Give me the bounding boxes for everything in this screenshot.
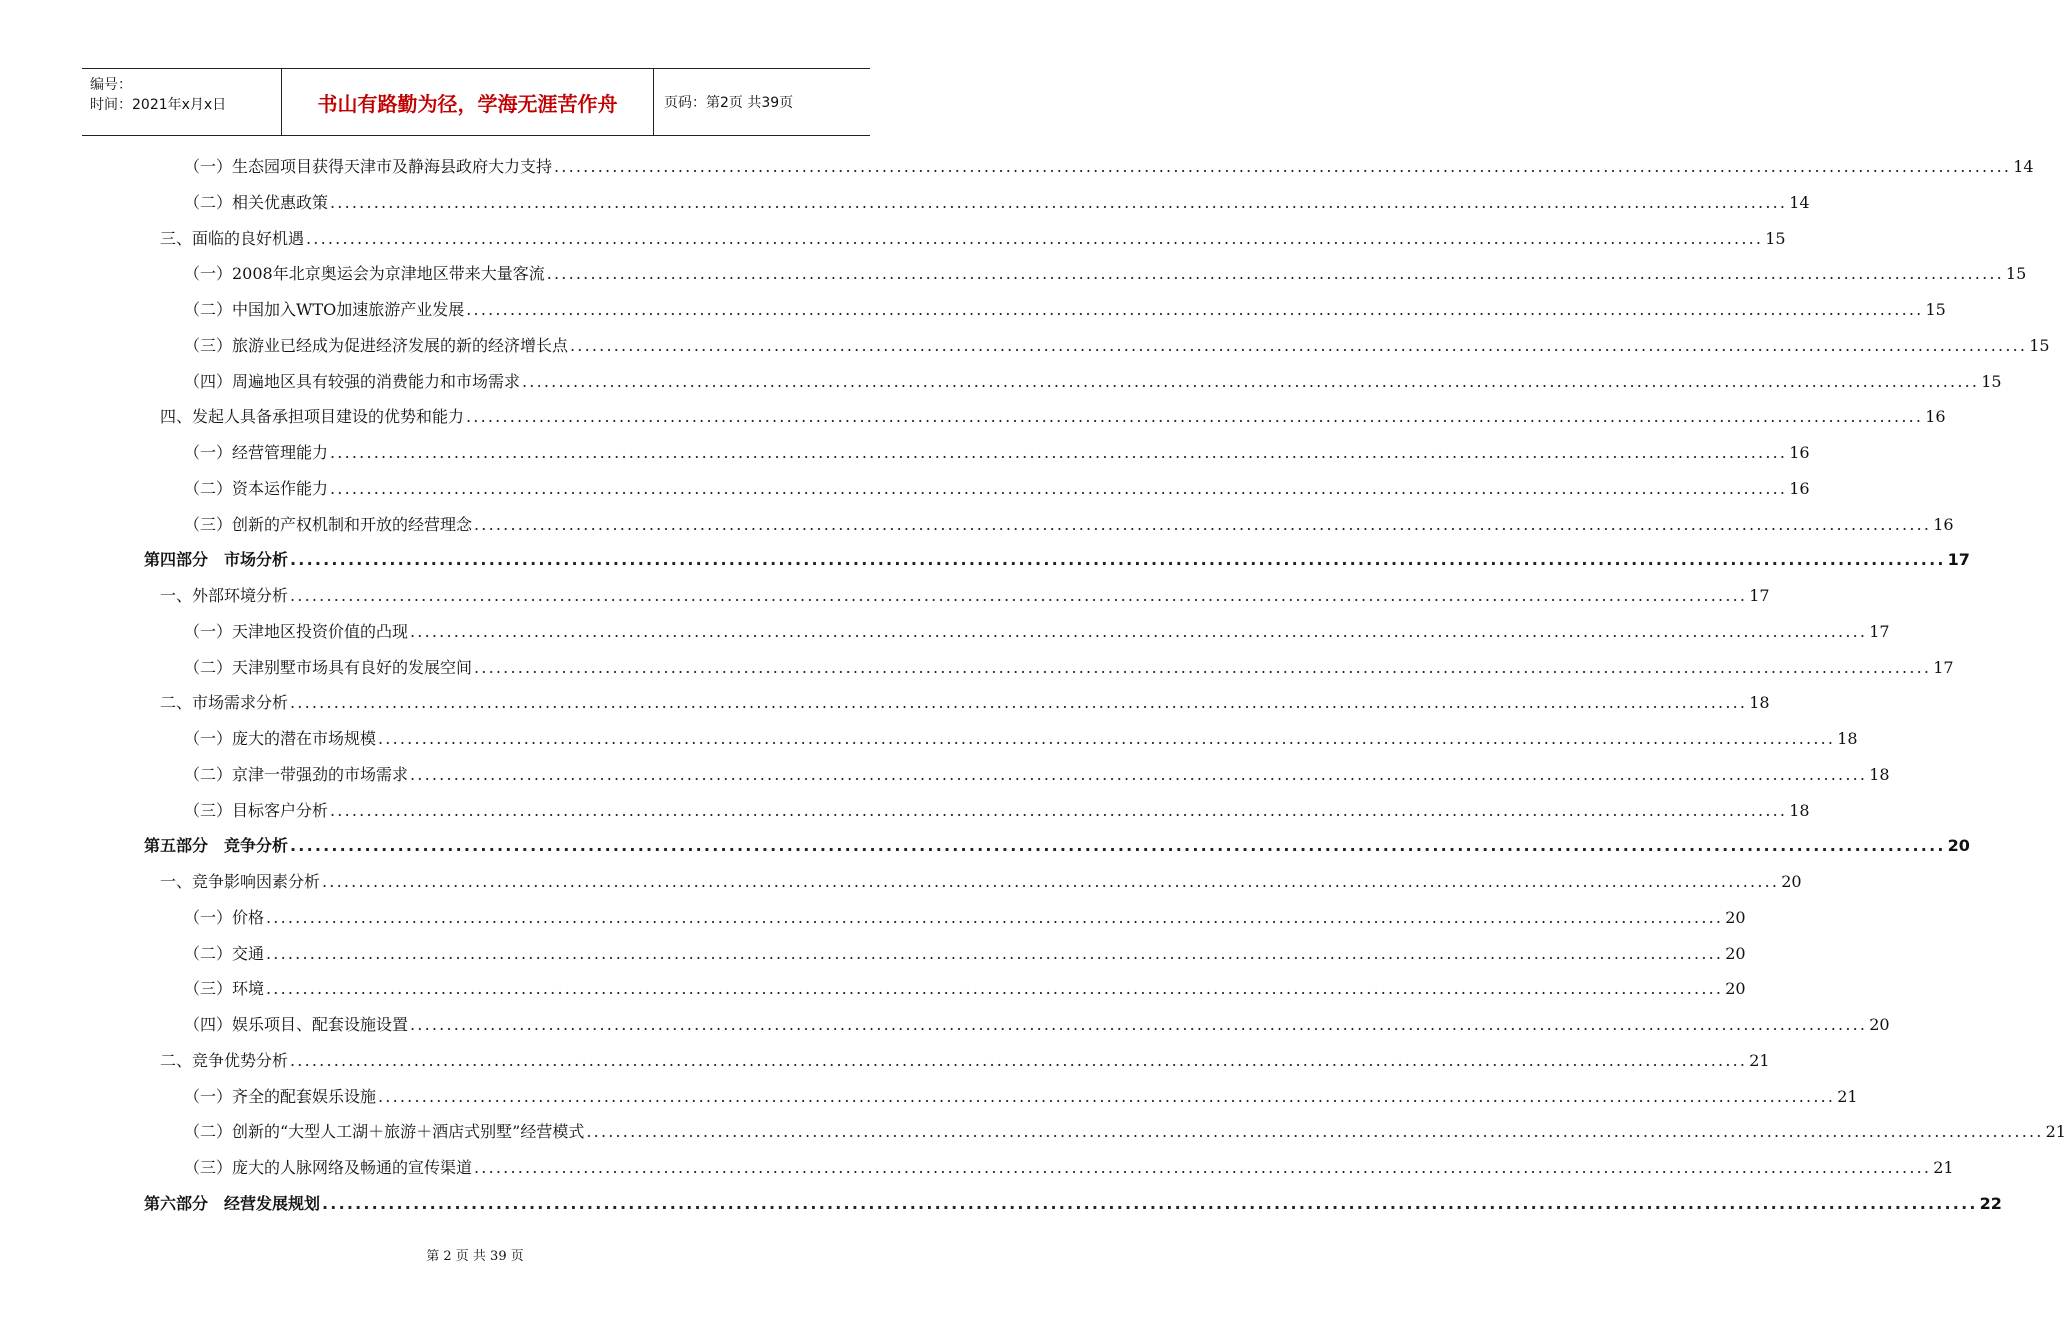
toc-entry-page: 15 (1981, 371, 2002, 391)
toc-entry-title: （一）2008年北京奥运会为京津地区带来大量客流 (184, 264, 545, 284)
toc-entry-title: 四、发起人具备承担项目建设的优势和能力 (160, 407, 465, 427)
toc-entry-title: （三）旅游业已经成为促进经济发展的新的经济增长点 (184, 335, 569, 355)
toc-leader-dots: ........................................................................................................................................................................................................ (522, 371, 1980, 391)
toc-entry-title: （二）京津一带强劲的市场需求 (184, 764, 409, 784)
toc-entry-page: 20 (1725, 907, 1746, 927)
toc-leader-dots: ........................................................................................................................................................................................................ (466, 300, 1924, 319)
toc-entry-title: （一）价格 (184, 907, 265, 927)
toc-leader-dots: ........................................................................................................................................................................................................ (410, 1015, 1868, 1034)
toc-entry[interactable] (184, 976, 1746, 1006)
header-slogan: 书山有路勤为径，学海无涯苦作舟 (282, 69, 654, 135)
toc-leader-dots: ........................................................................................................................................................................................................ (330, 443, 1788, 462)
toc-entry[interactable] (184, 476, 1810, 506)
toc-entry[interactable] (184, 369, 2002, 399)
toc-leader-dots: ........................................................................................................................................................................................................ (378, 729, 1836, 748)
toc-leader-dots: ........................................................................................................................................................................................................ (474, 657, 1932, 677)
toc-entry[interactable] (184, 261, 2027, 291)
toc-leader-dots: ........................................................................................................................................................................................................ (290, 693, 1748, 713)
toc-leader-dots: ........................................................................................................................................................................................................ (290, 550, 1946, 570)
toc-entry-title: 第四部分 市场分析 (144, 550, 289, 570)
toc-entry-page: 16 (1933, 514, 1954, 534)
toc-entry-title: 二、市场需求分析 (160, 693, 289, 713)
toc-entry[interactable] (184, 440, 1810, 470)
toc-entry[interactable] (184, 726, 1858, 756)
toc-entry[interactable] (184, 655, 1954, 685)
toc-leader-dots: ........................................................................................................................................................................................................ (290, 1050, 1748, 1070)
toc-entry[interactable] (184, 1084, 1858, 1114)
header-time-label: 时间：2021年x月x日 (90, 97, 227, 113)
toc-leader-dots: ........................................................................................................................................................................................................ (322, 1193, 1978, 1213)
toc-entry[interactable] (184, 512, 1954, 542)
header-page-info: 页码：第2页 共39页 (664, 95, 794, 111)
toc-entry-title: （三）创新的产权机制和开放的经营理念 (184, 514, 473, 534)
toc-entry-title: 三、面临的良好机遇 (160, 228, 305, 248)
toc-entry[interactable] (160, 690, 1770, 720)
toc-entry-page: 15 (1925, 300, 1946, 319)
toc-entry-page: 20 (1781, 872, 1802, 891)
toc-entry[interactable] (184, 619, 1890, 649)
toc-entry[interactable] (184, 762, 1890, 792)
toc-entry-title: （二）资本运作能力 (184, 478, 329, 498)
toc-leader-dots: ........................................................................................................................................................................................................ (330, 800, 1788, 820)
toc-entry-title: （二）创新的“大型人工湖＋旅游＋酒店式别墅”经营模式 (184, 1122, 585, 1142)
toc-leader-dots: ........................................................................................................................................................................................................ (290, 586, 1748, 605)
toc-leader-dots: ........................................................................................................................................................................................................ (306, 228, 1764, 248)
toc-leader-dots: ........................................................................................................................................................................................................ (474, 1158, 1932, 1177)
toc-entry[interactable] (184, 1012, 1890, 1042)
toc-entry[interactable] (160, 1048, 1770, 1078)
toc-entry-page: 20 (1869, 1015, 1890, 1034)
toc-leader-dots: ........................................................................................................................................................................................................ (410, 764, 1868, 784)
toc-entry-title: 一、外部环境分析 (160, 586, 289, 605)
toc-entry[interactable] (160, 226, 1786, 256)
toc-leader-dots: ........................................................................................................................................................................................................ (322, 872, 1780, 891)
toc-leader-dots: ........................................................................................................................................................................................................ (554, 157, 2012, 176)
toc-entry-page: 20 (1725, 979, 1746, 999)
toc-entry-page: 14 (1789, 192, 1810, 212)
toc-leader-dots: ........................................................................................................................................................................................................ (378, 1086, 1836, 1106)
toc-entry-title: （四）娱乐项目、配套设施设置 (184, 1015, 409, 1034)
toc-entry-title: （三）目标客户分析 (184, 800, 329, 820)
toc-leader-dots: ........................................................................................................................................................................................................ (466, 407, 1924, 427)
toc-entry-page: 18 (1869, 764, 1890, 784)
toc-entry[interactable] (160, 869, 1802, 899)
toc-entry[interactable] (160, 404, 1946, 434)
toc-entry[interactable] (144, 833, 1970, 863)
toc-entry-title: （一）天津地区投资价值的凸现 (184, 621, 409, 641)
toc-entry[interactable] (144, 547, 1970, 577)
toc-entry-page: 17 (1869, 621, 1890, 641)
toc-leader-dots: ........................................................................................................................................................................................................ (410, 621, 1868, 641)
toc-entry-page: 15 (2029, 335, 2050, 355)
toc-entry-title: （一）生态园项目获得天津市及静海县政府大力支持 (184, 157, 553, 176)
toc-entry-page: 17 (1749, 586, 1770, 605)
page-header (82, 68, 870, 136)
toc-entry[interactable] (184, 154, 2034, 184)
toc-entry-page: 16 (1789, 443, 1810, 462)
toc-entry-page: 17 (1947, 550, 1970, 570)
toc-entry-title: 二、竞争优势分析 (160, 1050, 289, 1070)
toc-entry-title: （三）庞大的人脉网络及畅通的宣传渠道 (184, 1158, 473, 1177)
toc-entry-title: 一、竞争影响因素分析 (160, 872, 321, 891)
toc-entry-title: （一）齐全的配套娱乐设施 (184, 1086, 377, 1106)
header-meta (82, 69, 282, 135)
toc-entry-page: 21 (1933, 1158, 1954, 1177)
toc-entry-page: 18 (1749, 693, 1770, 713)
toc-leader-dots: ........................................................................................................................................................................................................ (570, 335, 2028, 355)
toc-leader-dots: ........................................................................................................................................................................................................ (586, 1122, 2044, 1142)
toc-entry-page: 20 (1725, 943, 1746, 963)
toc-leader-dots: ........................................................................................................................................................................................................ (266, 907, 1724, 927)
toc-entry[interactable] (184, 905, 1746, 935)
toc-entry[interactable] (160, 583, 1770, 613)
toc-entry-page: 16 (1925, 407, 1946, 427)
toc-entry-page: 17 (1933, 657, 1954, 677)
toc-leader-dots: ........................................................................................................................................................................................................ (330, 478, 1788, 498)
toc-entry-title: （三）环境 (184, 979, 265, 999)
toc-leader-dots: ........................................................................................................................................................................................................ (266, 943, 1724, 963)
toc-entry-title: （一）经营管理能力 (184, 443, 329, 462)
toc-entry-title: （四）周遍地区具有较强的消费能力和市场需求 (184, 371, 521, 391)
toc-leader-dots: ........................................................................................................................................................................................................ (546, 264, 2004, 284)
toc-entry-page: 15 (2005, 264, 2027, 284)
toc-leader-dots: ........................................................................................................................................................................................................ (330, 192, 1788, 212)
toc-entry[interactable] (184, 941, 1746, 971)
toc-entry-title: （二）天津别墅市场具有良好的发展空间 (184, 657, 473, 677)
toc-entry-page: 18 (1789, 800, 1810, 820)
toc-entry-title: （一）庞大的潜在市场规模 (184, 729, 377, 748)
toc-leader-dots: ........................................................................................................................................................................................................ (290, 836, 1946, 856)
toc-entry-title: （二）相关优惠政策 (184, 192, 329, 212)
toc-entry-page: 20 (1947, 836, 1970, 856)
toc-entry-title: 第六部分 经营发展规划 (144, 1193, 321, 1213)
toc-entry-page: 18 (1837, 729, 1858, 748)
toc-entry[interactable] (184, 190, 1810, 220)
toc-entry-page: 16 (1789, 478, 1810, 498)
toc-entry[interactable] (184, 333, 2050, 363)
toc-entry-title: （二）中国加入WTO加速旅游产业发展 (184, 300, 465, 319)
toc-entry-page: 21 (1749, 1050, 1770, 1070)
toc-entry[interactable] (144, 1191, 2002, 1221)
toc-leader-dots: ........................................................................................................................................................................................................ (474, 514, 1932, 534)
toc-entry-title: 第五部分 竞争分析 (144, 836, 289, 856)
toc-entry[interactable] (184, 798, 1810, 828)
page-footer: 第 2 页 共 39 页 (426, 1249, 524, 1264)
toc-entry-page: 21 (1837, 1086, 1858, 1106)
toc-entry[interactable] (184, 1155, 1954, 1185)
header-number-label: 编号： (90, 77, 132, 93)
toc-entry-page: 22 (1979, 1193, 2002, 1213)
toc-entry[interactable] (184, 1119, 2066, 1149)
toc-entry-page: 15 (1765, 228, 1786, 248)
toc-entry[interactable] (184, 297, 1946, 327)
toc-entry-page: 14 (2013, 157, 2034, 176)
toc-entry-title: （二）交通 (184, 943, 265, 963)
toc-leader-dots: ........................................................................................................................................................................................................ (266, 979, 1724, 999)
toc-entry-page: 21 (2045, 1122, 2066, 1142)
